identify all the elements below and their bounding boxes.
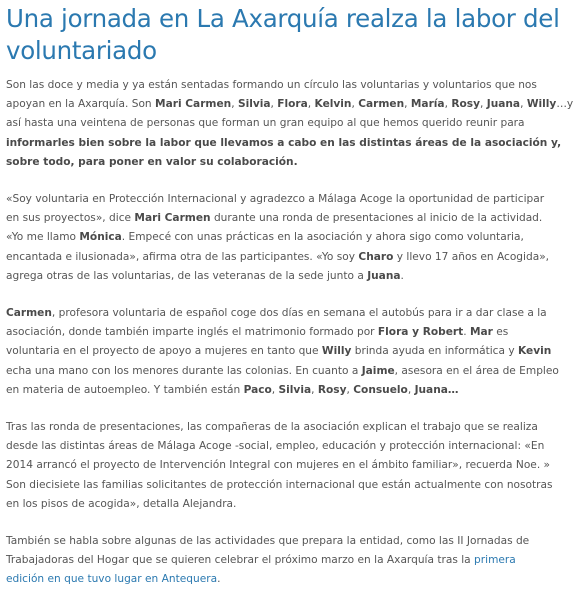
volunteer-name: Kevin (518, 345, 552, 358)
primera-edicion-link[interactable]: edición en que tuvo lugar en Antequera (6, 573, 218, 586)
paragraph-line: . (463, 326, 470, 339)
volunteer-name: Mar (469, 326, 493, 339)
paragraph-line: Son las doce y media y ya están sentadas formando un círculo las voluntarias y voluntarios que nos (6, 79, 537, 91)
paragraph-line: «Soy voluntaria en Protección Internacional y agradezco a Málaga Acoge la oportunidad de participar (6, 193, 545, 206)
paragraph-line: echa una mano con los menores durante las colonias. En cuanto a (6, 364, 362, 377)
paragraph-activities (6, 532, 572, 590)
paragraph-line: voluntaria en el proyecto de apoyo a mujeres en tanto que (6, 345, 322, 358)
paragraph-line: «Yo me llamo (6, 231, 80, 244)
paragraph-line: durante una ronda de presentaciones al inicio de la actividad. (210, 212, 543, 225)
paragraph-line: Trabajadoras del Hogar que se quieren celebrar el próximo marzo en la Axarquía tras la (6, 554, 475, 567)
volunteer-name: Silvia (237, 98, 271, 111)
paragraph-intro (6, 76, 572, 172)
primera-edicion-link[interactable]: primera (474, 554, 516, 567)
separator: , (480, 98, 487, 111)
paragraph-line: y llevo 17 años en Acogida», (393, 250, 550, 263)
volunteer-name: Paco (243, 383, 272, 396)
paragraph-line: en los pisos de acogida», detalla Alejandra. (6, 497, 237, 510)
volunteer-name: Flora y Robert (377, 326, 464, 339)
paragraph-line-bold: sobre todo, para poner en valor su colaboración. (6, 155, 298, 168)
paragraph-line: asociación, donde también imparte inglés el matrimonio formado por (6, 326, 378, 339)
paragraph-line: Tras las ronda de presentaciones, las compañeras de la asociación explican el trabajo que se realiza (6, 421, 538, 434)
separator: , (351, 98, 359, 111)
volunteer-name: Juana… (414, 383, 459, 396)
paragraph-line: es (492, 326, 509, 339)
paragraph-line: . Empecé con unas prácticas en la asociación y ahora sigo como voluntaria, (121, 231, 524, 244)
paragraph-line: . (400, 269, 404, 282)
volunteer-name: Willy (526, 98, 557, 111)
volunteer-name: Jaime (361, 364, 395, 377)
separator: , (231, 98, 238, 111)
volunteer-name: Rosy (451, 98, 480, 111)
volunteer-name: Carmen (358, 98, 405, 111)
volunteer-name: Flora (277, 98, 308, 111)
paragraph-line: . (217, 573, 221, 586)
volunteer-name: Carmen (6, 307, 52, 320)
separator: , (404, 98, 411, 111)
paragraph-line: desde las distintas áreas de Málaga Acoge -social, empleo, educación y protección internacional: «En (6, 440, 545, 453)
paragraph-line: en sus proyectos», dice (6, 212, 135, 225)
volunteer-name: Mari Carmen (155, 98, 232, 111)
volunteer-name: Mari Carmen (134, 212, 211, 225)
volunteer-name: Consuelo (353, 383, 408, 396)
paragraph-presentations (6, 418, 572, 514)
separator: , (271, 383, 279, 396)
paragraph-line: …y (556, 98, 574, 111)
volunteer-name: Juana (486, 98, 521, 111)
volunteer-name: Juana (367, 269, 401, 282)
article-title-line-1: Una jornada en La Axarquía realza la labor del (6, 4, 560, 33)
paragraph-line: así hasta una veintena de personas que forman un gran equipo al que hemos querido reunir para (6, 117, 525, 130)
paragraph-roles (6, 304, 572, 400)
volunteer-name: Kelvin (314, 98, 352, 111)
paragraph-line: brinda ayuda en informática y (351, 345, 519, 358)
separator: , (444, 98, 452, 111)
separator: , (346, 383, 354, 396)
paragraph-line: en materia de autoempleo. Y también están (6, 383, 244, 396)
paragraph-line: También se habla sobre algunas de las actividades que prepara la entidad, como las II Jornadas de (6, 535, 530, 548)
paragraph-line: , profesora voluntaria de español coge dos días en semana el autobús para ir a dar clase a la (51, 307, 547, 320)
article-title-line-2: voluntariado (6, 36, 157, 65)
paragraph-line: , asesora en el área de Empleo (394, 364, 559, 377)
article-title (6, 0, 572, 67)
separator: , (307, 98, 315, 111)
paragraph-line-bold: informarles bien sobre la labor que llevamos a cabo en las distintas áreas de la asociación y, (6, 136, 562, 149)
paragraph-line: Son diecisiete las familias solicitantes de protección internacional que están actualmente con nosotras (6, 478, 553, 491)
separator: , (311, 383, 318, 396)
separator: , (520, 98, 527, 111)
paragraph-line: agrega otras de las voluntarias, de las veteranas de la sede junto a (6, 269, 368, 282)
paragraph-testimonials (6, 190, 572, 286)
volunteer-name: Willy (321, 345, 352, 358)
volunteer-name: Mónica (79, 231, 122, 244)
paragraph-line: 2014 arrancó el proyecto de Intervención Integral con mujeres en el ámbito familiar», recuerda Noe. » (6, 459, 551, 472)
volunteer-name: María (410, 98, 445, 111)
volunteer-name: Rosy (317, 383, 347, 396)
volunteer-name: Silvia (278, 383, 312, 396)
volunteer-name: Charo (358, 250, 394, 263)
paragraph-line: apoyan en la Axarquía. Son (6, 98, 156, 111)
paragraph-line: encantada e ilusionada», afirma otra de las participantes. «Yo soy (6, 250, 359, 263)
separator: , (270, 98, 278, 111)
separator: , (407, 383, 415, 396)
